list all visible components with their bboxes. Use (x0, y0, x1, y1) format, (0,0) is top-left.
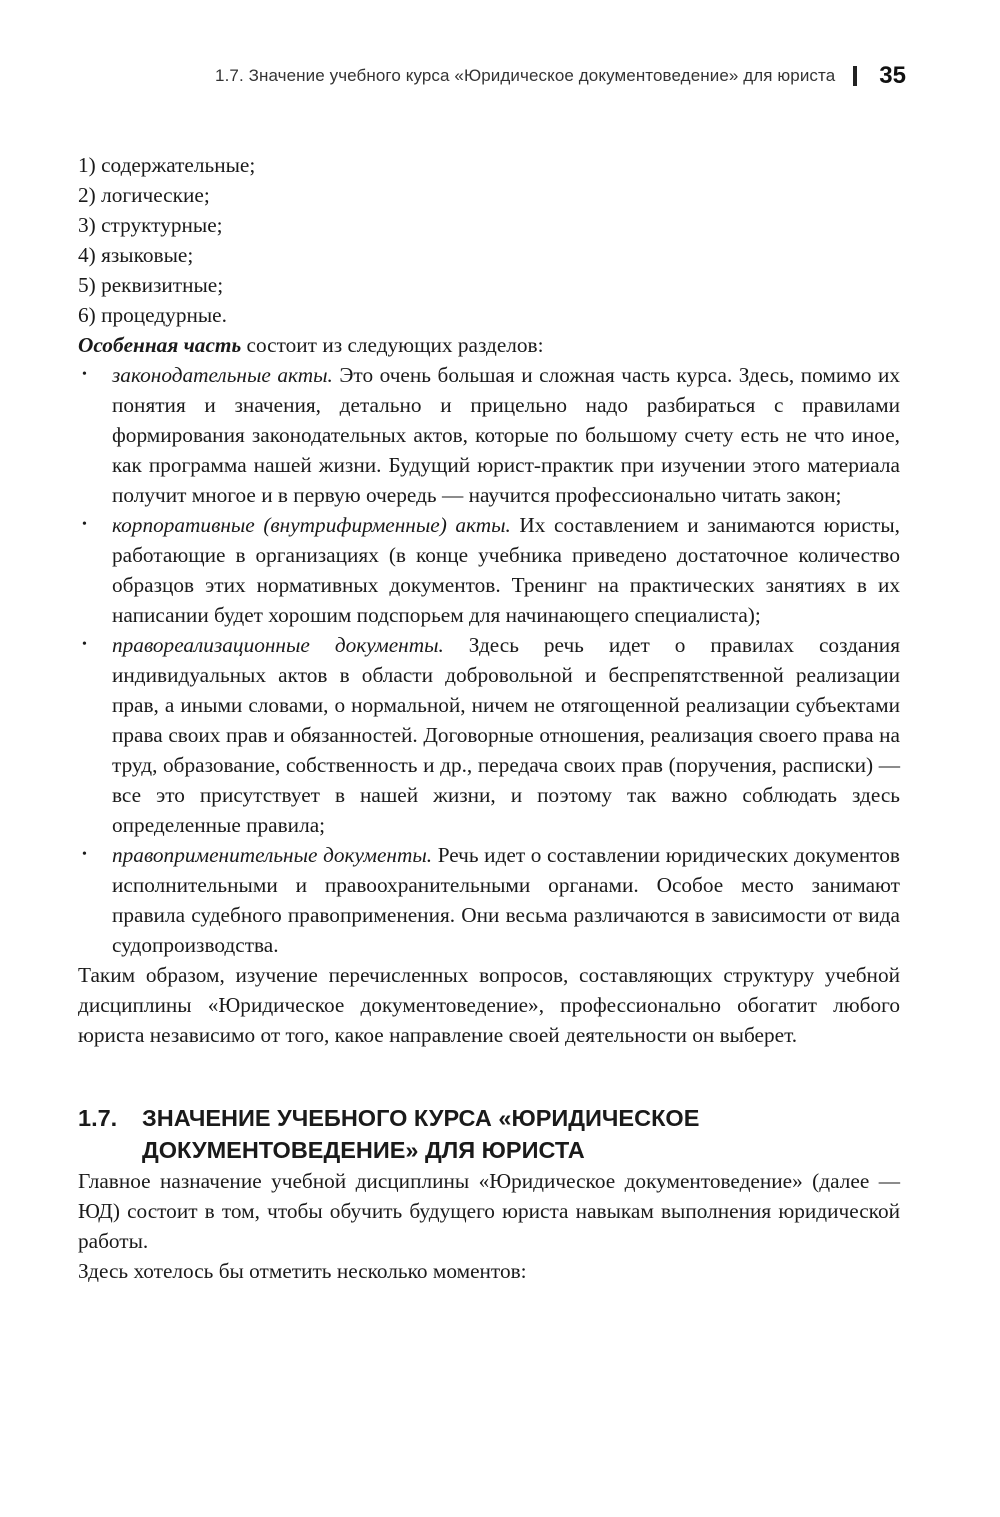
running-header (144, 58, 906, 94)
body-paragraph: Главное назначение учебной дисциплины «Юридическое документоведение» (далее — ЮД) состоит в том, чтобы обучить будущего юриста навыкам выполнения юридической работы. (78, 1169, 900, 1253)
page-number: 35 (879, 62, 906, 89)
list-item: 2) логические; (78, 183, 210, 207)
running-header-title: 1.7. Значение учебного курса «Юридическое документоведение» для юриста (215, 66, 836, 85)
special-part-intro: Особенная часть состоит из следующих разделов: (78, 333, 544, 357)
bullet-dot-icon: • (82, 367, 87, 382)
header-divider (853, 66, 857, 86)
bullet-dot-icon: • (82, 847, 87, 862)
list-item: 6) процедурные. (78, 303, 227, 327)
bullet-dot-icon: • (82, 637, 87, 652)
list-item: 3) структурные; (78, 213, 223, 237)
section-title: ЗНАЧЕНИЕ УЧЕБНОГО КУРСА «ЮРИДИЧЕСКОЕ ДОКУМЕНТОВЕДЕНИЕ» ДЛЯ ЮРИСТА (142, 1105, 700, 1163)
list-item: 1) содержательные; (78, 153, 256, 177)
bullet-item: • законодательные акты. Это очень большая и сложная часть курса. Здесь, помимо их понятия и значения, детально и прицельно надо разбираться с правилами формирования законодательных актов, которые по большому счету есть не что иное, как программа нашей жизни. Будущий юрист-практик при изучении этого материала получит многое и в первую очередь — научится профессионально читать закон; (78, 360, 900, 510)
page-body (78, 150, 900, 1286)
list-item: 4) языковые; (78, 243, 194, 267)
bullet-item: • правоприменительные документы. Речь идет о составлении юридических документов исполнительными и правоохранительными органами. Особое место занимают правила судебного правоприменения. Они весьма различаются в зависимости от вида судопроизводства. (78, 840, 900, 960)
list-item: 5) реквизитные; (78, 273, 224, 297)
section-number: 1.7. (78, 1105, 118, 1131)
conclusion-paragraph: Таким образом, изучение перечисленных вопросов, составляющих структуру учебной дисциплины «Юридическое документоведение», профессионально обогатит любого юриста независимо от того, какое направление своей деятельности он выберет. (78, 963, 900, 1047)
body-paragraph: Здесь хотелось бы отметить несколько моментов: (78, 1259, 527, 1283)
bullet-dot-icon: • (82, 517, 87, 532)
special-part-bold: Особенная часть (78, 333, 242, 357)
bullet-item: • корпоративные (внутрифирменные) акты. Их составлением и занимаются юристы, работающие в организациях (в конце учебника приведено достаточное количество образцов этих нормативных документов. Тренинг на практических занятиях в их написании будет хорошим подспорьем для начинающего специалиста); (78, 510, 900, 630)
bullet-item: • правореализационные документы. Здесь речь идет о правилах создания индивидуальных актов в области добровольной и беспрепятственной реализации прав, а иными словами, о нормальной, ничем не отягощенной реализации субъектами права своих прав и обязанностей. Договорные отношения, реализация своего права на труд, образование, собственность и др., передача своих прав (поручения, расписки) — все это присутствует в нашей жизни, и поэтому так важно соблюдать здесь определенные правила; (78, 630, 900, 840)
bullet-list (78, 360, 900, 960)
section-heading (78, 1102, 900, 1166)
numbered-list (78, 150, 900, 330)
